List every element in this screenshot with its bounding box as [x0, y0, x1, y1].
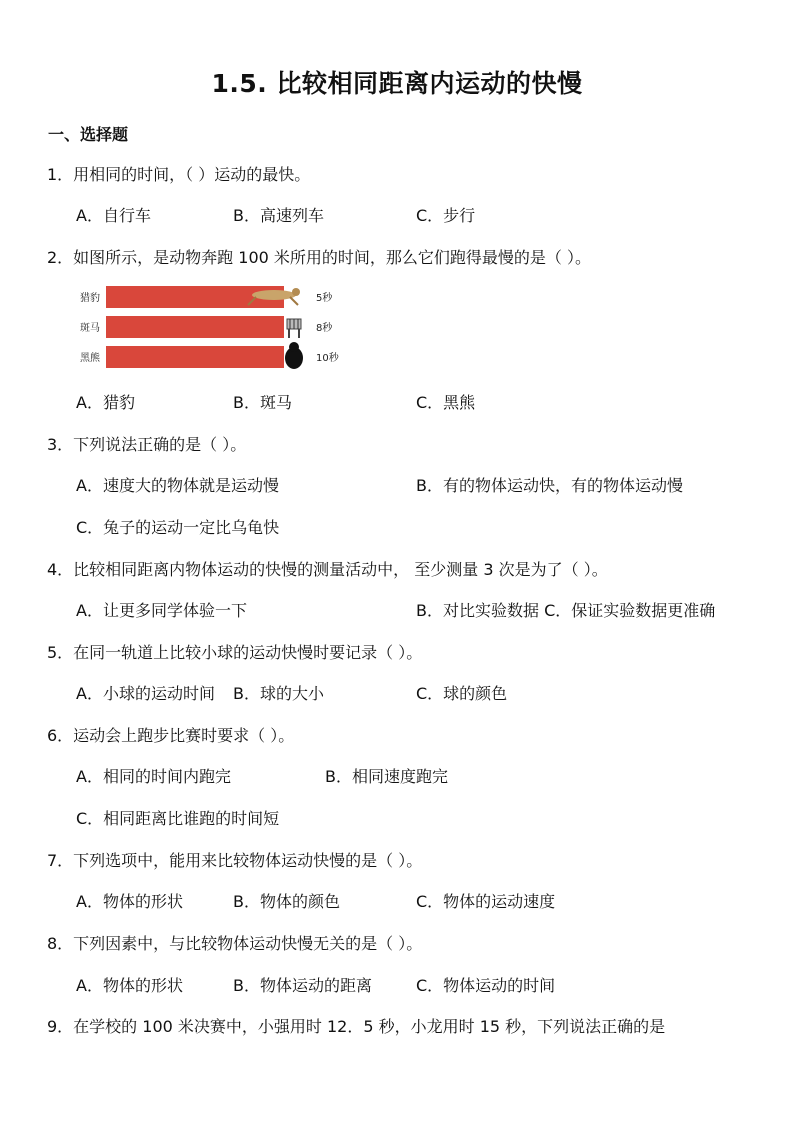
- question-5: 5．在同一轨道上比较小球的运动快慢时要记录（ ）。: [47, 643, 423, 662]
- question-8: 8．下列因素中，与比较物体运动快慢无关的是（ ）。: [47, 934, 423, 953]
- chart-bar: [106, 316, 284, 338]
- q6-option-b: B．相同速度跑完: [325, 767, 448, 786]
- q7-option-a: A．物体的形状: [76, 892, 183, 911]
- q3-option-b: B．有的物体运动快，有的物体运动慢: [416, 476, 683, 495]
- chart-svg: [78, 283, 348, 373]
- q1-option-a: A．自行车: [76, 206, 151, 225]
- bear-icon: [285, 342, 303, 369]
- question-9: 9．在学校的 100 米决赛中，小强用时 12．5 秒，小龙用时 15 秒，下列说法正确的是: [47, 1017, 666, 1036]
- chart-value-label: 10秒: [316, 353, 339, 364]
- q1-option-c: C．步行: [416, 206, 476, 225]
- q7-option-b: B．物体的颜色: [233, 892, 340, 911]
- question-4: 4．比较相同距离内物体运动的快慢的测量活动中， 至少测量 3 次是为了（ ）。: [47, 560, 608, 579]
- question-3: 3．下列说法正确的是（ ）。: [47, 435, 247, 454]
- chart-category-label: 猎豹: [80, 293, 100, 304]
- q5-option-a: A．小球的运动时间: [76, 684, 215, 703]
- chart-category-label: 黑熊: [80, 353, 100, 364]
- question-7: 7．下列选项中，能用来比较物体运动快慢的是（ ）。: [47, 851, 423, 870]
- q7-option-c: C．物体的运动速度: [416, 892, 556, 911]
- q6-option-a: A．相同的时间内跑完: [76, 767, 231, 786]
- chart-value-label: 5秒: [316, 293, 333, 304]
- q5-option-c: C．球的颜色: [416, 684, 508, 703]
- q6-option-c: C．相同距离比谁跑的时间短: [76, 809, 280, 828]
- chart-category-label: 斑马: [80, 323, 100, 334]
- q3-option-c: C．兔子的运动一定比乌龟快: [76, 518, 280, 537]
- zebra-icon: [287, 319, 301, 338]
- q2-option-c: C．黑熊: [416, 393, 476, 412]
- q5-option-b: B．球的大小: [233, 684, 324, 703]
- chart-bar: [106, 346, 284, 368]
- q4-option-a: A．让更多同学体验一下: [76, 601, 247, 620]
- q1-option-b: B．高速列车: [233, 206, 324, 225]
- question-2: 2．如图所示，是动物奔跑 100 米所用的时间，那么它们跑得最慢的是（ ）。: [47, 248, 591, 267]
- chart-value-label: 8秒: [316, 323, 333, 334]
- animal-time-chart: [78, 283, 348, 373]
- q8-option-c: C．物体运动的时间: [416, 976, 556, 995]
- question-1: 1．用相同的时间，（ ）运动的最快。: [47, 165, 311, 184]
- q2-option-b: B．斑马: [233, 393, 292, 412]
- q3-option-a: A．速度大的物体就是运动慢: [76, 476, 279, 495]
- question-6: 6．运动会上跑步比赛时要求（ ）。: [47, 726, 295, 745]
- q8-option-b: B．物体运动的距离: [233, 976, 372, 995]
- q4-option-bc: B．对比实验数据 C．保证实验数据更准确: [416, 601, 716, 620]
- page-title: 1.5. 比较相同距离内运动的快慢: [211, 69, 583, 98]
- q2-option-a: A．猎豹: [76, 393, 135, 412]
- section-heading: 一、选择题: [48, 125, 129, 144]
- q8-option-a: A．物体的形状: [76, 976, 183, 995]
